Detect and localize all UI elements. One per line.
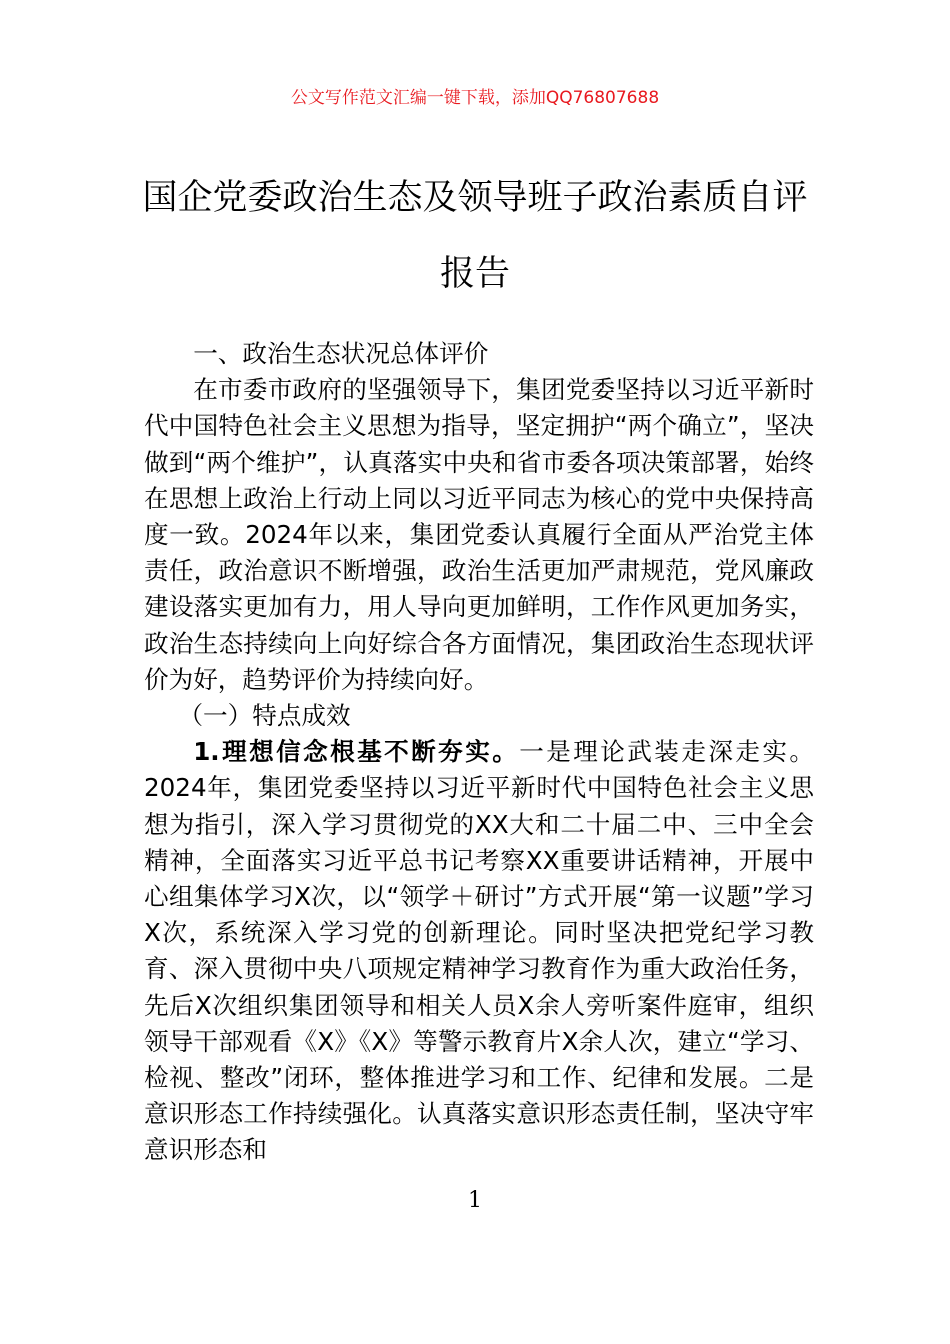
section-heading: 一、政治生态状况总体评价 bbox=[193, 339, 489, 368]
point-1-title: 1.理想信念根基不断夯实。 bbox=[193, 737, 520, 767]
subsection-heading: （一）特点成效 bbox=[178, 701, 351, 731]
document-title: 国企党委政治生态及领导班子政治素质自评报告 bbox=[142, 178, 808, 294]
paragraph-overall-evaluation: 在市委市政府的坚强领导下，集团党委坚持以习近平新时代中国特色社会主义思想为指导，坚定拥护“两个确立”，坚决做到“两个维护”，认真落实中央和省市委各项决策部署，始终在思想上政治上行动上同以习近平同志为核心的党中央保持高度一致。2024年以来，集团党委认真履行全面从严治党主体责任，政治意识不断增强，政治生活更加严肃规范，党风廉政建设落实更加有力，用人导向更加鲜明，工作作风更加务实，政治生态持续向上向好综合各方面情况，集团政治生态现状评价为好，趋势评价为持续向好。 bbox=[144, 375, 814, 694]
document-body bbox=[144, 336, 814, 1169]
page-number: 1 bbox=[468, 1188, 482, 1213]
point-1-text: 一是理论武装走深走实。2024年，集团党委坚持以习近平新时代中国特色社会主义思想为指引，深入学习贯彻党的XX大和二十届二中、三中全会精神，全面落实习近平总书记考察XX重要讲话精神，开展中心组集体学习X次，以“领学＋研讨”方式开展“第一议题”学习X次，系统深入学习党的创新理论。同时坚决把党纪学习教育、深入贯彻中央八项规定精神学习教育作为重大政治任务，先后X次组织集团领导和相关人员X余人旁听案件庭审，组织领导干部观看《X》《X》等警示教育片X余人次，建立“学习、检视、整改”闭环，整体推进学习和工作、纪律和发展。二是意识形态工作持续强化。认真落实意识形态责任制，坚决守牢意识形态和 bbox=[144, 737, 814, 1165]
paragraph-point-1 bbox=[144, 734, 814, 1168]
download-banner: 公文写作范文汇编一键下载，添加QQ76807688 bbox=[290, 88, 660, 108]
